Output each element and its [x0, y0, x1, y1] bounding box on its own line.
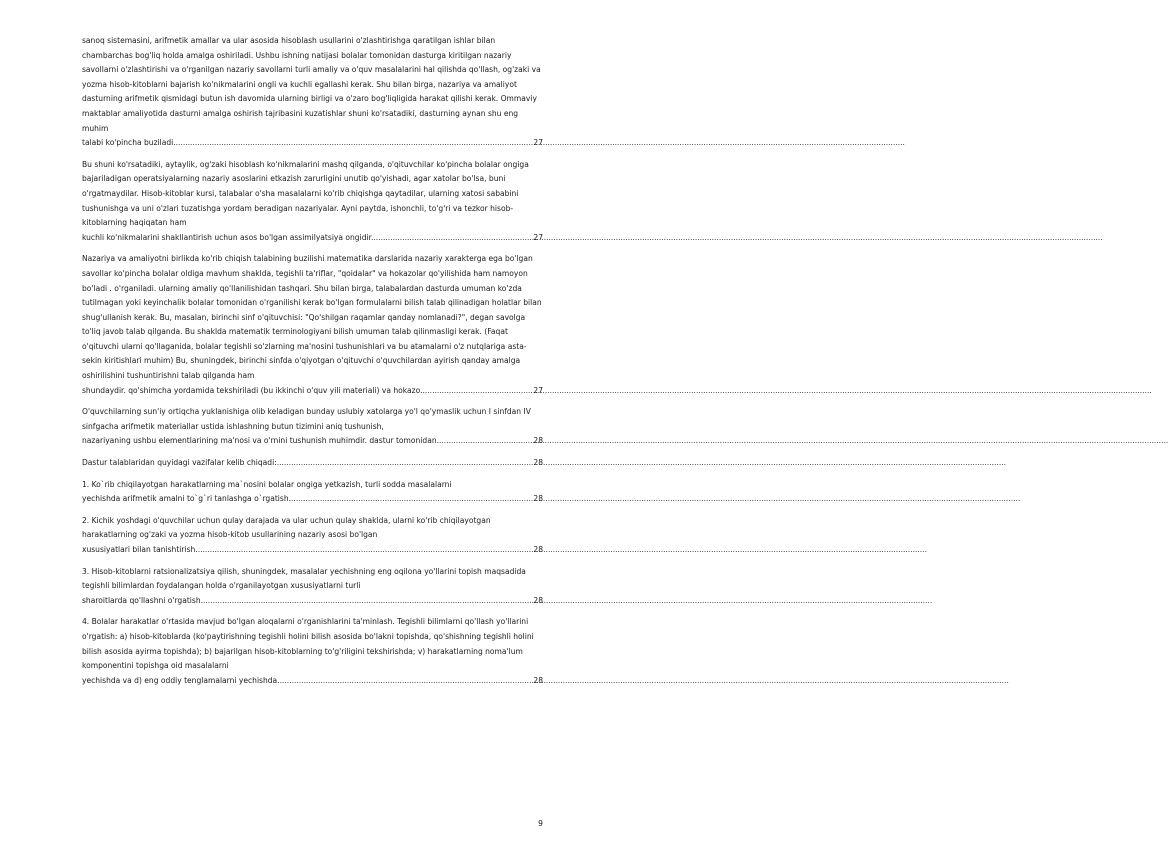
entry-text: 2. Kichik yoshdagi o'quvchilar uchun qulay darajada va ular uchun qulay shaklda, ularni ko'rib chiqilayotgan harakatlarning og'zaki va yozma hisob-kitob usullarining nazariy asosi bo'lgan — [82, 515, 491, 540]
entry-page-number[interactable]: 28 — [533, 595, 543, 605]
entry-page-number[interactable]: 27 — [533, 385, 543, 395]
entry-text: 4. Bolalar harakatlar o'rtasida mavjud bo'lgan aloqalarni o'rganishlarini ta'minlash. Tegishli bilimlarni qo'llash yo'llarini o'rgatish: a) hisob-kitoblarda (ko'paytirishning tegishli holini bilish asosida bo'lakni topishda, qo'shishning tegishli holini bilish asosida ayirma topishda); b) bajarilgan hisob-kitoblarning to'g'riligini tekshirishda; v) harakatlarning noma'lum komponentini topishga oid masalalarni — [82, 617, 534, 671]
entry-last-line — [82, 231, 543, 246]
entry-last-text: yechishda va d) eng oddiy tenglamalarni yechishda. — [82, 675, 280, 685]
entry-text: 3. Hisob-kitoblarni ratsionalizatsiya qilish, shuningdek, masalalar yechishning eng oqilona yo'llarini topish maqsadida tegishli bilimlardan foydalangan holda o'rganilayotgan xususiyatlarni turli — [82, 566, 526, 591]
entry-last-text: kuchli ko'nikmalarini shakllantirish uchun asos bo'lgan assimilyatsiya ongidir. — [82, 232, 374, 242]
dot-leader — [439, 434, 532, 449]
entry-text: O'quvchilarning sun'iy ortiqcha yuklanishiga olib keladigan bunday uslubiy xatolarga yo'l qo'ymaslik uchun I sinfdan IV sinfgacha arifmetik materiallar ustida ishlashning butun tizimini aniq tushunish, — [82, 407, 531, 431]
entry-page-number[interactable]: 27 — [533, 138, 543, 148]
entry-last-line — [82, 492, 543, 507]
dot-leader — [277, 456, 533, 471]
entry-last-line — [82, 594, 543, 609]
entry-text: sanoq sistemasini, arifmetik amallar va ular asosida hisoblash usullarini o'zlashtirishga qaratilgan ishlar bilan chambarchas bog'liq holda amalga oshiriladi. Ushbu ishning natijasi bolalar tomonidan dasturga kiritilgan nazariy savollarni o'zlashtirishi va o'rganilgan nazariy savollarni turli amaliy va o'quv masalalarini hal qilishda qo'llash, og'zaki va yozma hisob-kitoblarni bajarish ko'nikmalarini ongli va kuchli egallashi kerak. Shu bilan birga, nazariya va amaliyot dasturning arifmetik qismidagi butun ish davomida ularning birligi va o'zaro bog'liqligida harakat qilishi kerak. Ommaviy maktablar amaliyotida dasturni amalga oshirish tajribasini kuzatishlar shuni ko'rsatadiki, dasturning aynan shu eng muhim — [82, 36, 541, 133]
entry-last-text: sharoitlarda qo'llashni o'rgatish. — [82, 595, 203, 605]
entry-last-line — [82, 674, 543, 689]
entry-text: 1. Ko`rib chiqilayotgan harakatlarning ma`nosini bolalar ongiga yetkazish, turli sodda masalalarni — [82, 479, 452, 489]
dot-leader — [291, 492, 532, 507]
entry-page-number[interactable]: 28 — [533, 675, 543, 685]
page-number: 9 — [538, 819, 543, 828]
dot-leader — [198, 543, 533, 558]
entry-last-line — [82, 434, 543, 449]
toc-entry-2 — [82, 158, 543, 246]
dot-leader — [203, 594, 532, 609]
entry-last-line — [82, 456, 543, 471]
toc-entry-7 — [82, 514, 543, 558]
entry-page-number[interactable]: 28 — [533, 436, 543, 446]
dot-leader — [280, 674, 533, 689]
entry-last-text: yechishda arifmetik amalni to`g`ri tanlashga o`rgatish. — [82, 494, 292, 504]
entry-page-number[interactable]: 28 — [533, 458, 543, 468]
entry-last-text: xususiyatlari bilan tanishtirish. — [82, 545, 198, 554]
entry-last-line — [82, 136, 543, 151]
entry-page-number[interactable]: 27 — [533, 232, 543, 242]
toc-entry-9 — [82, 615, 543, 688]
dot-leader — [176, 136, 533, 151]
entry-text: Nazariya va amaliyotni birlikda ko'rib chiqish talabining buzilishi matematika darslarida nazariy xarakterga ega bo'lgan savollar ko'pincha bolalar oldiga mavhum shaklda, tegishli ta'riflar, "qoidalar" va hokazolar qo'yilishida ham namoyon bo'ladi . o'rganiladi. ularning amaliy qo'llanilishidan tashqari. Shu bilan birga, talabalardan dasturda umuman ko'zda tutilmagan yoki keyinchalik bolalar tomonidan o'rganilishi kerak bo'lgan formulalarni bilish talab qilinadigan holatlar bilan shug'ullanish kerak. Bu, masalan, birinchi sinf o'qituvchisi: "Qo'shilgan raqamlar qanday nomlanadi?", degan savolga to'liq javob talab qilganda. Bu shaklda matematik terminologiyani bilish umuman talab qilinmasligi kerak. (Faqat o'qituvchi ularni qo'llaganida, bolalar tegishli so'zlarning ma'nosini tushunishlari va bu atamalarni o'z nutqlariga asta-sekin kiritishlari muhim) Bu, shuningdek, birinchi sinfda o'qiyotgan o'qituvchi o'quvchilardan ayirish qanday amalga oshirilishini tushuntirishni talab qilganda ham — [82, 254, 542, 381]
entry-last-line — [82, 543, 543, 558]
toc-entry-4 — [82, 405, 543, 449]
dot-leader — [422, 384, 532, 399]
toc-entry-3 — [82, 252, 543, 398]
entry-page-number[interactable]: 28 — [533, 494, 543, 504]
toc-entry-8 — [82, 565, 543, 609]
entry-last-text: talabi ko'pincha buziladi. — [82, 138, 176, 148]
entry-last-text: shundaydir. qo'shimcha yordamida tekshiriladi (bu ikkinchi o'quv yili materiali) va hokazo. — [82, 385, 423, 395]
toc-entry-6 — [82, 478, 543, 507]
toc-entry-1 — [82, 34, 543, 151]
dot-leader — [373, 231, 532, 246]
entry-last-text: Dastur talablaridan quyidagi vazifalar kelib chiqadi: — [82, 458, 277, 468]
toc-entry-5 — [82, 456, 543, 471]
entry-last-text: nazariyaning ushbu elementlarining ma'nosi va o'rnini tushunish muhimdir. dastur tomonidan. — [82, 436, 439, 446]
entry-last-line — [82, 384, 543, 399]
entry-text: Bu shuni ko'rsatadiki, aytaylik, og'zaki hisoblash ko'nikmalarini mashq qilganda, o'qituvchilar ko'pincha bolalar ongiga bajariladigan operatsiyalarning nazariy asoslarini etkazish zarurligini unutib qo'yishadi, agar xatolar bo'lsa, buni o'rgatmaydilar. Hisob-kitoblar kursi, talabalar o'sha masalalarni ko'rib chiqishga qaytadilar, ularning xatosi sababini tushunishga va uni o'zlari tuzatishga yordam beradigan nazariyalar. Ayni paytda, ishonchli, to'g'ri va tezkor hisob-kitoblarning haqiqatan ham — [82, 159, 529, 228]
entry-page-number[interactable]: 28 — [533, 545, 543, 554]
